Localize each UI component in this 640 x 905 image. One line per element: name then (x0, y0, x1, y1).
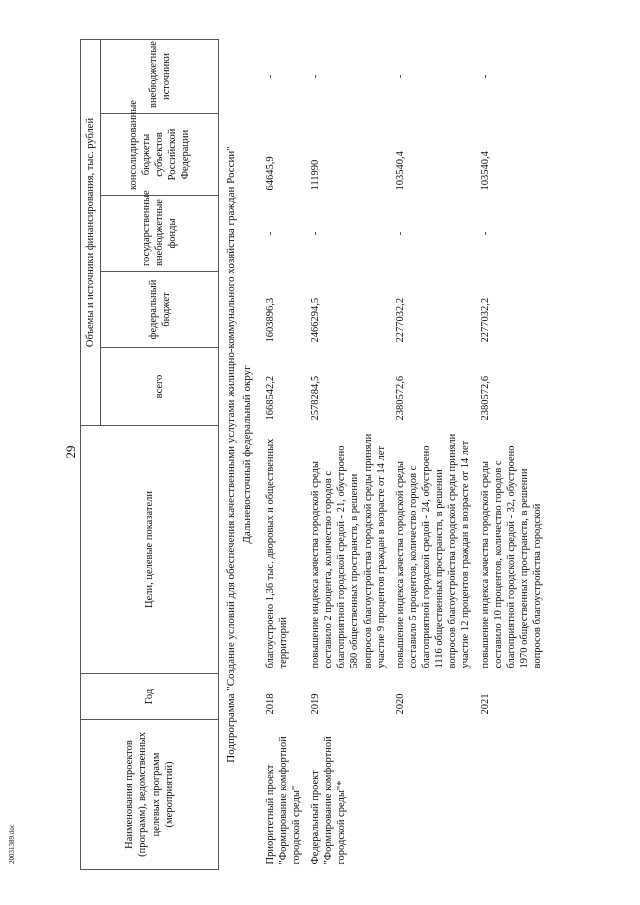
project-name (476, 720, 548, 870)
project-name: Федеральный проект "Формирование комфортной городской среды"* (310, 736, 348, 865)
goals: повышение индекса качества городской среды составило 5 процентов, количество городов с благоприятной городской средой - 24, обустроено 1116 общественных пространств, в решении вопросов благоустройства городской среды приняли участие 12 процентов граждан в возрасте от 14 лет (394, 433, 472, 669)
header-goals: Цели, целевые показатели (81, 426, 219, 674)
regional-value: 111990 (310, 159, 321, 191)
page-number: 29 (63, 445, 78, 459)
district-title: Дальневосточный федеральный округ (240, 365, 253, 544)
subprogram-title: Подпрограмма "Создание условий для обеспечения качественными услугами жилищно-коммунального хозяйства граждан России" (225, 146, 238, 763)
state-funds-value: - (264, 231, 276, 236)
federal-value: 2466294,5 (310, 297, 321, 343)
extra-value: - (394, 74, 406, 79)
table-row (261, 39, 306, 869)
header-regional-budgets: консолидированные бюджеты субъектов Российской Федерации (101, 114, 219, 196)
header-project-name: Наименования проектов (программ), ведомственных целевых программ (мероприятий) (81, 720, 219, 870)
header-funding-group: Объемы и источники финансирования, тыс. рублей (81, 39, 101, 425)
regional-value: 103540,4 (394, 151, 406, 191)
state-funds-value: - (394, 231, 406, 236)
regional-value: 64645,9 (264, 156, 276, 191)
total-value: 2578284,5 (310, 375, 321, 421)
header-extrabudget-sources: внебюджетные источники (101, 39, 219, 113)
goals: благоустроено 1,36 тыс. дворовых и общественных территорий (264, 438, 289, 669)
state-funds-value: - (479, 231, 491, 236)
year: 2018 (264, 693, 276, 715)
year: 2021 (479, 693, 491, 715)
table-row (306, 39, 391, 869)
extra-value: - (264, 74, 276, 79)
rotated-table-canvas (80, 40, 600, 870)
header-total: всего (101, 348, 219, 426)
financing-table (80, 39, 547, 870)
table-row (391, 39, 476, 869)
regional-value: 103540,4 (479, 151, 491, 191)
total-value: 2380572,6 (394, 375, 406, 421)
federal-value: 2277032,2 (394, 297, 406, 343)
total-value: 1668542,2 (264, 375, 276, 421)
table-row (476, 39, 548, 869)
goals: повышение индекса качества городской среды составило 2 процента, количество городов с благоприятной городской средой - 21, обустроено 580 общественных пространств, в решении вопросов благоустройства городской среды приняли участие 9 процентов граждан в возрасте от 14 лет (310, 433, 387, 669)
year: 2019 (310, 693, 321, 715)
federal-value: 1603896,3 (264, 297, 276, 343)
total-value: 2380572,6 (479, 375, 491, 421)
header-year: Год (81, 674, 219, 720)
year: 2020 (394, 693, 406, 715)
extra-value: - (310, 74, 321, 79)
federal-value: 2277032,2 (479, 297, 491, 343)
extra-value: - (479, 74, 491, 79)
state-funds-value: - (310, 231, 321, 236)
header-federal-budget: федеральный бюджет (101, 272, 219, 348)
goals: повышение индекса качества городской среды составило 10 процентов, количество городов с благоприятной городской средой - 32, обустроено 1970 общественных пространств, в решении вопросов благоустройства городской (479, 445, 543, 669)
project-name: Приоритетный проект "Формирование комфортной городской среды" (264, 736, 302, 865)
document-code: 20031389.doc (8, 824, 16, 864)
header-state-extrabudget-funds: государственные внебюджетные фонды (101, 196, 219, 272)
project-name (391, 720, 476, 870)
